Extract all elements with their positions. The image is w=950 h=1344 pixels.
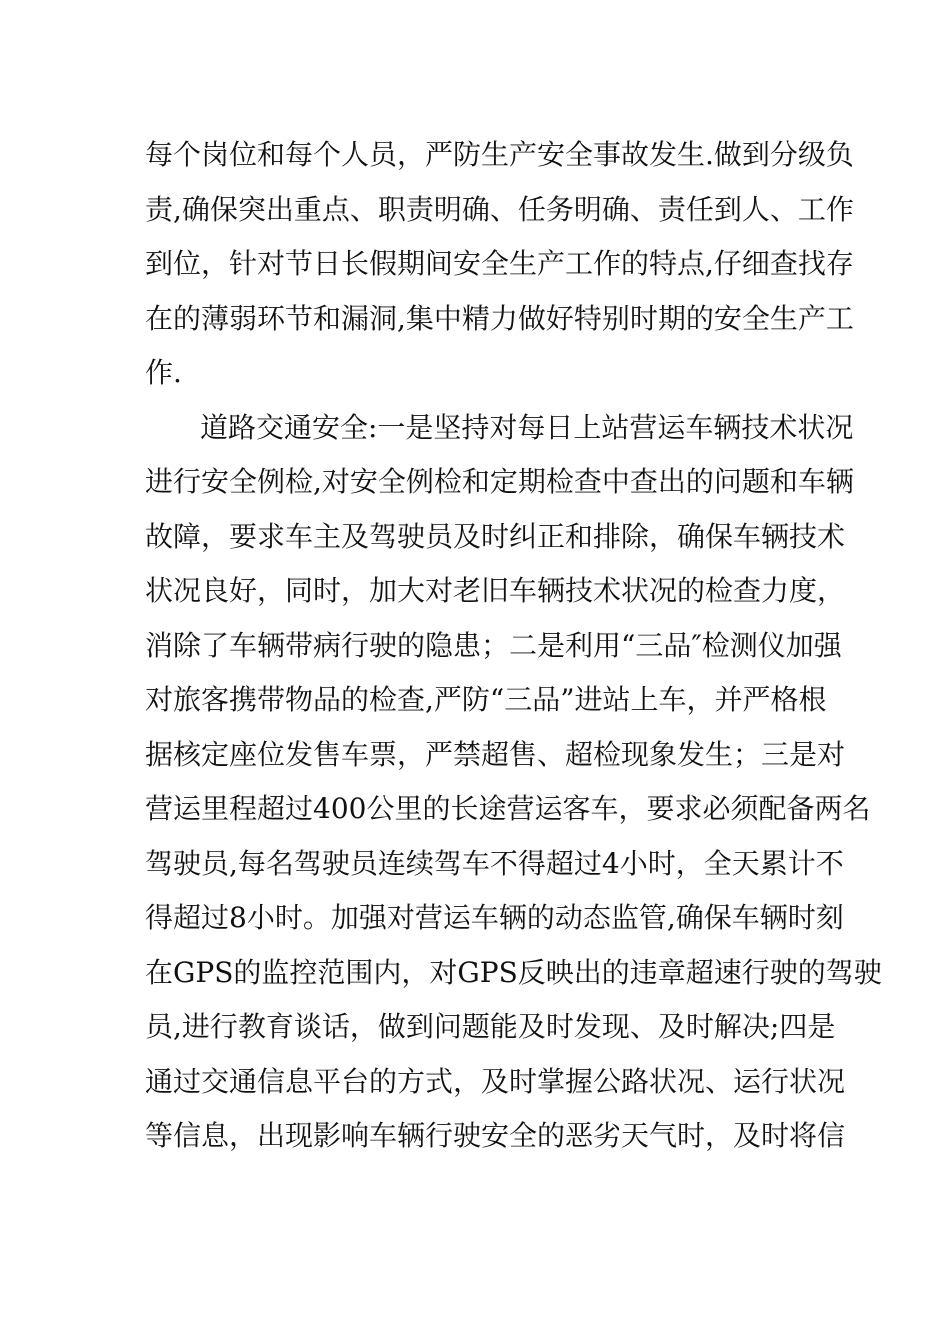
paragraph-2-line-8: 营运里程超过400公里的长途营运客车，要求必须配备两名	[145, 792, 871, 825]
paragraph-1-line-1: 每个岗位和每个人员，严防生产安全事故发生.做到分级负	[145, 138, 854, 171]
paragraph-2-line-2: 进行安全例检,对安全例检和定期检查中查出的问题和车辆	[145, 465, 854, 498]
paragraph-2-line-9: 驾驶员,每名驾驶员连续驾车不得超过4小时，全天累计不	[145, 847, 844, 880]
paragraph-1-line-3: 到位，针对节日长假期间安全生产工作的特点,仔细查找存	[145, 247, 854, 280]
paragraph-1-line-4: 在的薄弱环节和漏洞,集中精力做好特别时期的安全生产工	[145, 302, 854, 335]
paragraph-2-line-7: 据核定座位发售车票，严禁超售、超检现象发生；三是对	[145, 738, 846, 771]
paragraph-2-line-13: 通过交通信息平台的方式，及时掌握公路状况、运行状况	[145, 1065, 846, 1098]
paragraph-2-line-4: 状况良好，同时，加大对老旧车辆技术状况的检查力度，	[145, 574, 846, 607]
paragraph-2-line-10: 得超过8小时。加强对营运车辆的动态监管,确保车辆时刻	[145, 901, 844, 934]
paragraph-2-line-6: 对旅客携带物品的检查,严防“三品”进站上车，并严格根	[145, 683, 827, 716]
paragraph-2-line-14: 等信息，出现影响车辆行驶安全的恶劣天气时，及时将信	[145, 1119, 846, 1152]
paragraph-2-line-5: 消除了车辆带病行驶的隐患；二是利用“三品″检测仪加强	[145, 629, 842, 662]
paragraph-2-line-11: 在GPS的监控范围内，对GPS反映出的违章超速行驶的驾驶	[145, 956, 882, 989]
paragraph-2-line-3: 故障，要求车主及驾驶员及时纠正和排除，确保车辆技术	[145, 520, 846, 553]
paragraph-2-line-1: 道路交通安全:一是坚持对每日上站营运车辆技术状况	[200, 411, 854, 444]
paragraph-1-line-2: 责,确保突出重点、职责明确、任务明确、责任到人、工作	[145, 193, 854, 226]
paragraph-2-line-12: 员,进行教育谈话，做到问题能及时发现、及时解决;四是	[145, 1010, 836, 1043]
paragraph-1-line-5: 作.	[145, 356, 182, 389]
